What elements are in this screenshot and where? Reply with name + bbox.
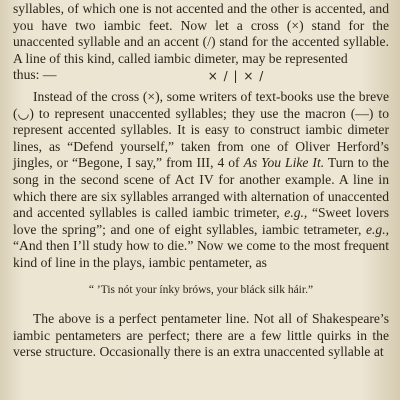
text-line: use the macron (—) to represent accented syllables. It [13, 105, 389, 138]
text-line: is easy to construct iambic dimeter lines, as “Defend [13, 122, 389, 154]
paragraph-3 [13, 311, 389, 361]
text-line: there are a few little quirks in the verse structure. [13, 327, 389, 360]
text-line: of Shakespeare’s iambic pentameters are perfect; [13, 311, 389, 343]
text-line: syllables arranged with alternation of unaccented [120, 188, 389, 204]
text-line: yourself,” taken from one of Oliver Herford’s jingles, [13, 138, 389, 171]
text-line: “Sweet lovers love the spring”; and one of eight [13, 205, 390, 237]
text-line: Occasionally there is an extra unaccented syllable at [99, 344, 384, 360]
text-line: syllables, iambic tetrameter, [206, 221, 366, 237]
text-line: another example. A line in which there are six [13, 171, 389, 204]
text-line: the breve (◡) to represent unaccented syllables; they [13, 88, 389, 121]
text-line: The above is a perfect pentameter line. Not all [33, 311, 293, 327]
text-line: this kind, called iambic dimeter, may be represented [63, 50, 348, 66]
text-line: “And then I’ll study [13, 238, 123, 254]
text-line: cross (×) stand for the unaccented syllable and an [13, 17, 389, 50]
text-line: Instead of the cross (×), some writers of text-books use [33, 88, 335, 104]
paragraph-2 [13, 89, 389, 272]
quoted-verse-line: “ ’Tis nót your ínky bróws, your bláck silk háir.” [88, 283, 314, 296]
play-title: As You Like It. [243, 155, 325, 171]
text-line: syllables, of which one is not accented and the other [13, 1, 299, 16]
text-line: or “Begone, I say,” from III, 4 of [56, 155, 244, 171]
text-line: is accented, and you have two iambic feet. Now let a [13, 1, 389, 33]
text-line: accent (/) stand for the accented syllable. A line of [13, 34, 389, 66]
abbreviation: e.g., [284, 205, 308, 221]
text-line: how to die.” Now we come to the most frequent [126, 238, 389, 254]
text-line: Turn to the song in the second scene of Act IV for [13, 155, 389, 187]
text-line: kind of line in the plays, iambic pentameter, as [13, 254, 267, 270]
abbreviation: e.g., [365, 221, 389, 237]
text-line: and accented syllables is called iambic trimeter, [13, 205, 285, 221]
text-line: thus: — [13, 67, 57, 83]
scansion-marks: × / | × / [207, 68, 265, 83]
page-text [13, 1, 389, 361]
